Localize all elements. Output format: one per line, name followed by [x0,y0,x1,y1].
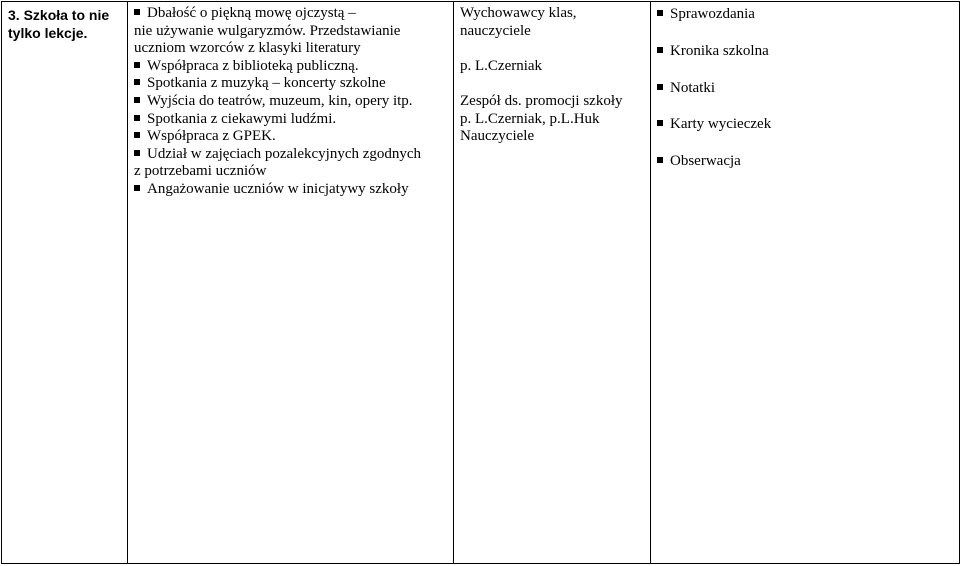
activity-item [134,58,447,76]
activity-text: Współpraca z biblioteką publiczną. [147,57,359,74]
activity-text: Dbałość o piękną mowę ojczystą – [147,5,356,21]
documentation-text: Kronika szkolna [670,42,769,59]
square-bullet-icon [134,97,140,103]
activity-item [134,5,447,23]
documentation-text: Sprawozdania [670,6,755,22]
square-bullet-icon [134,9,140,15]
blank-line [460,40,644,58]
documentation-text: Karty wycieczek [670,116,772,133]
responsible-text: Zespół ds. promocji szkoły [460,92,623,109]
activity-item [134,75,447,93]
square-bullet-icon [134,150,140,156]
documentation-item [657,152,953,170]
square-bullet-icon [657,10,663,16]
responsible-text: p. L.Czerniak, p.L.Huk [460,110,600,127]
documentation-item [657,5,953,23]
square-bullet-icon [134,79,140,85]
documentation-text: Notatki [670,79,715,96]
responsible-text: nauczyciele [460,22,531,39]
documentation-item [657,79,953,97]
activity-text: Spotkania z muzyką – koncerty szkolne [147,75,386,92]
activity-item [134,111,447,129]
responsible-cell [454,2,651,564]
activity-item [134,93,447,111]
activity-text: Angażowanie uczniów w inicjatywy szkoły [147,180,409,197]
activity-text: z potrzebami uczniów [134,163,267,180]
section-title-cell [2,2,128,564]
blank-line [460,75,644,93]
activity-text: nie używanie wulgaryzmów. Przedstawianie [134,22,401,39]
section-title-line: 3. Szkoła to nie [8,7,110,23]
square-bullet-icon [134,115,140,121]
responsible-text: Wychowawcy klas, [460,5,577,21]
activities-cell [128,2,454,564]
square-bullet-icon [657,47,663,53]
table-row [2,2,960,564]
activity-text: Udział w zajęciach pozalekcyjnych zgodnych [147,145,422,162]
documentation-cell [651,2,960,564]
square-bullet-icon [134,185,140,191]
square-bullet-icon [657,157,663,163]
activity-text: Współpraca z GPEK. [147,128,276,145]
documentation-item [657,42,953,60]
section-title-line: tylko lekcje. [8,25,88,41]
activity-item [134,128,447,146]
responsible-text: p. L.Czerniak [460,57,543,74]
documentation-item [657,115,953,133]
square-bullet-icon [657,120,663,126]
responsible-text: Nauczyciele [460,128,535,145]
activity-text: Wyjścia do teatrów, muzeum, kin, opery itp. [147,92,413,109]
activity-item [134,146,447,164]
square-bullet-icon [134,132,140,138]
square-bullet-icon [134,62,140,68]
activity-item [134,181,447,199]
square-bullet-icon [657,84,663,90]
plan-table [1,1,960,564]
documentation-text: Obserwacja [670,153,741,170]
activity-text: Spotkania z ciekawymi ludźmi. [147,110,337,127]
activity-text: uczniom wzorców z klasyki literatury [134,40,361,57]
